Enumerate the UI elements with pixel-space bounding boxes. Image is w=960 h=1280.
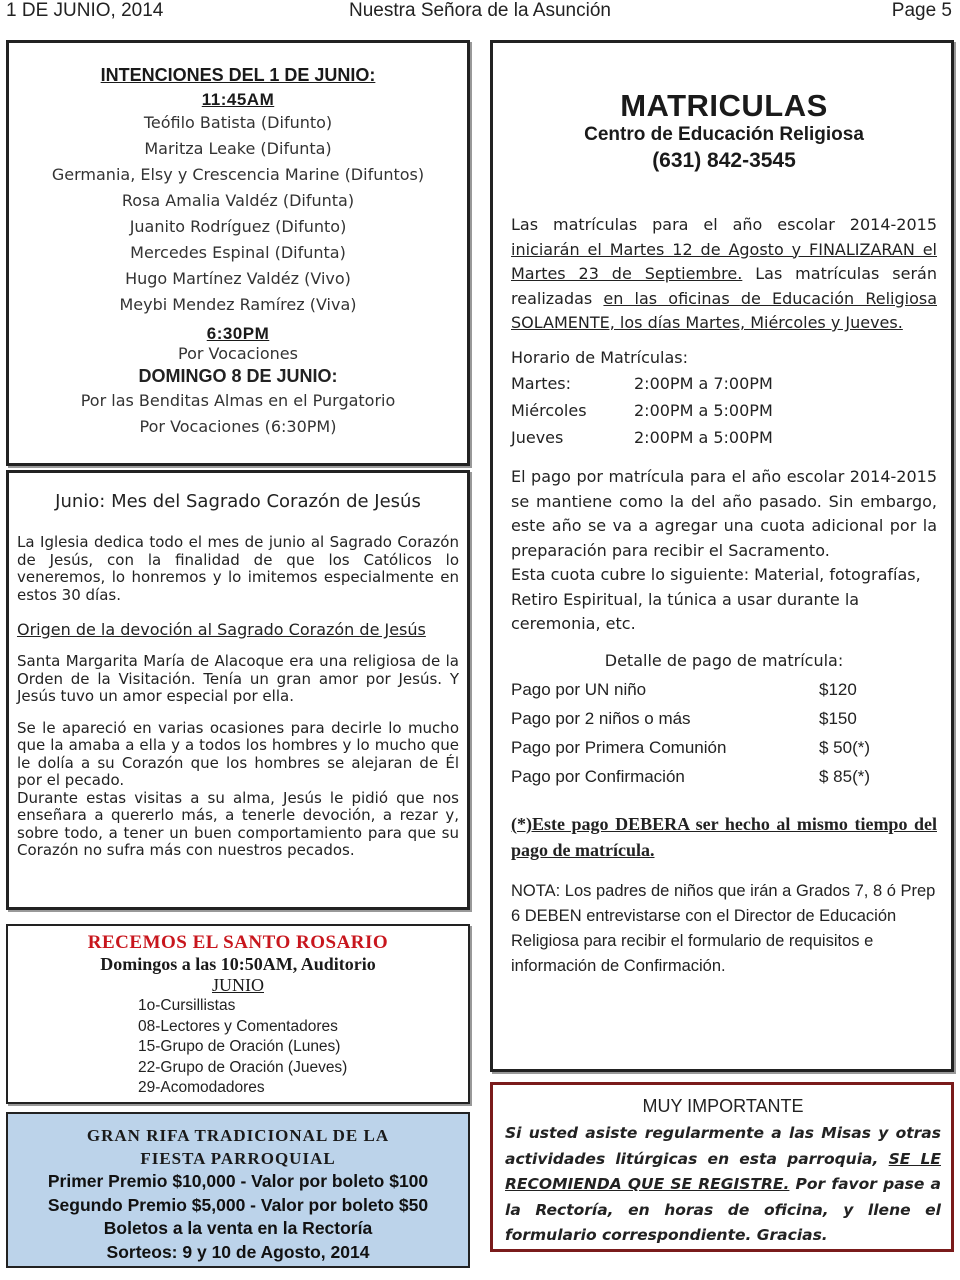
schedule-day: Jueves — [511, 428, 564, 447]
matriculas-dates-paragraph — [511, 213, 937, 336]
rifa-title-line-1: GRAN RIFA TRADICIONAL DE LA — [86, 1126, 390, 1145]
intention-name: Rosa Amalia Valdéz (Difunta) — [121, 191, 355, 210]
fee-label: Pago por 2 niños o más — [511, 708, 691, 728]
fee-amount: $ 85(*) — [819, 766, 871, 786]
importante-text: Por favor pase a la Rectoría, en horas de oficina, y llene el formulario correspondiente. Gracias. — [505, 1175, 941, 1244]
matriculas-box — [490, 40, 954, 1072]
fee-amount: $150 — [819, 708, 857, 728]
rifa-title-line-2: FIESTA PARROQUIAL — [140, 1149, 336, 1168]
intenciones-box — [6, 40, 470, 466]
fee-label: Pago por Confirmación — [511, 766, 685, 786]
fee-amount: $ 50(*) — [819, 737, 871, 757]
importante-register-text: SE LE RECOMIENDA QUE SE REGISTRE. — [505, 1149, 941, 1193]
fee-label: Pago por UN niño — [511, 679, 647, 699]
fee-row — [511, 733, 937, 762]
rosario-list — [138, 996, 468, 1099]
intenciones-title: INTENCIONES DEL 1 DE JUNIO: — [100, 65, 376, 85]
origen-paragraph: Santa Margarita María de Alacoque era una religiosa de la Orden de la Visitación. Tenía un gran amor por Jesús. Y Jesús tuvo un amor especial por ella. — [17, 652, 459, 705]
matriculas-title: MATRICULAS — [620, 88, 828, 123]
apariciones-paragraph: Se le apareció en varias ocasiones para decirle lo mucho que la amaba a ella y a todos los hombres y lo mucho que le dolía a su Corazón que los hombres se alejaran de Él por el pecado. — [17, 718, 459, 789]
fee-row — [511, 762, 937, 791]
horario-label: Horario de Matrículas: — [511, 347, 689, 367]
intention-name: Hugo Martínez Valdéz (Vivo) — [125, 269, 351, 288]
sagrado-corazon-box — [6, 470, 470, 910]
matriculas-text: Las matrículas serán realizadas — [511, 264, 938, 308]
mass-time-1145: 11:45AM — [201, 90, 275, 109]
fee-amount: $120 — [819, 679, 857, 699]
nota-paragraph: NOTA: Los padres de niños que irán a Grados 7, 8 ó Prep 6 DEBEN entrevistarse con el Director de Educación Religiosa para recibir el formulario de requisitos e información de Confirmación. — [511, 881, 936, 975]
schedule-row — [511, 370, 937, 397]
intention-name: Juanito Rodríguez (Difunto) — [129, 217, 347, 236]
junio-intro-paragraph: La Iglesia dedica todo el mes de junio al Sagrado Corazón de Jesús, con la finalidad de que los Católicos lo veneremos, lo honremos y lo imitemos especialmente en estos 30 días. — [17, 533, 459, 604]
page-header — [0, 0, 960, 26]
matriculas-location-text: en las oficinas de Educación Religiosa SOLAMENTE, los días Martes, Miércoles y Jueves. — [511, 288, 937, 332]
cuota-paragraph: Esta cuota cubre lo siguiente: Material, fotografías, Retiro Espiritual, la túnica a usar durante la ceremonia, etc. — [511, 565, 921, 633]
intention-list — [9, 110, 467, 318]
header-page-number: Page 5 — [891, 0, 952, 21]
rosario-title: RECEMOS EL SANTO ROSARIO — [87, 932, 389, 953]
domingo-intention: Por las Benditas Almas en el Purgatorio — [80, 391, 396, 410]
mass-time-630: 6:30PM — [206, 324, 270, 343]
rifa-draw-dates: Sorteos: 9 y 10 de Agosto, 2014 — [106, 1241, 370, 1262]
rosario-list-item: 22-Grupo de Oración (Jueves) — [138, 1058, 348, 1076]
intention-name: Mercedes Espinal (Difunta) — [130, 243, 346, 262]
rosario-month: JUNIO — [212, 975, 264, 995]
rifa-ticket-sales: Boletos a la venta en la Rectoría — [103, 1218, 373, 1238]
rifa-second-prize: Segundo Premio $5,000 - Valor por boleto $50 — [47, 1194, 429, 1215]
importante-body — [505, 1121, 941, 1249]
intention-name: Meybi Mendez Ramírez (Viva) — [119, 295, 357, 314]
matriculas-text: Las matrículas para el año escolar 2014-2015 — [511, 215, 937, 234]
matriculas-dates-text: iniciarán el Martes 12 de Agosto y FINALIZARAN el Martes 23 de Septiembre. — [511, 239, 937, 283]
rosario-box — [6, 924, 470, 1104]
rosario-list-item: 1o-Cursillistas — [138, 997, 236, 1014]
payment-note: (*)Este pago DEBERA ser hecho al mismo tiempo del pago de matrícula. — [511, 813, 937, 860]
schedule-day: Miércoles — [511, 401, 587, 420]
rifa-first-prize: Primer Premio $10,000 - Valor por boleto $100 — [47, 1171, 429, 1191]
schedule-day: Martes: — [511, 374, 572, 393]
matriculas-phone: (631) 842-3545 — [652, 149, 796, 172]
muy-importante-box — [490, 1082, 954, 1252]
intention-name: Germania, Elsy y Crescencia Marine (Difuntos) — [51, 165, 425, 184]
importante-title: MUY IMPORTANTE — [642, 1096, 804, 1116]
origen-heading: Origen de la devoción al Sagrado Corazón de Jesús — [17, 620, 426, 639]
importante-text: Si usted asiste regularmente a las Misas y otras actividades litúrgicas en esta parroquia, — [505, 1124, 941, 1168]
visitas-paragraph: Durante estas visitas a su alma, Jesús le pidió que nos enseñara a quererlo más, a tenerle devoción, a rezar y, sobre todo, a tener un buen comportamiento para que su Corazón no sufra más con nuestros pecados. — [17, 788, 459, 859]
intention-name: Maritza Leake (Difunta) — [144, 139, 332, 158]
rifa-box — [6, 1112, 470, 1268]
schedule-hours: 2:00PM a 5:00PM — [634, 401, 773, 420]
pago-paragraph: El pago por matrícula para el año escolar 2014-2015 se mantiene como la del año pasado. Sin embargo, este año se va a agregar una cuota adicional por la preparación para recibir el Sacramento. — [511, 467, 937, 560]
schedule-row — [511, 397, 937, 424]
domingo-intention: Por Vocaciones (6:30PM) — [139, 417, 337, 436]
rosario-list-item: 08-Lectores y Comentadores — [138, 1017, 338, 1035]
matriculas-center-name: Centro de Educación Religiosa — [584, 124, 864, 145]
schedule-hours: 2:00PM a 7:00PM — [634, 374, 773, 393]
header-date: 1 DE JUNIO, 2014 — [6, 0, 164, 21]
vocaciones-intention: Por Vocaciones — [178, 344, 298, 363]
detalle-label: Detalle de pago de matrícula: — [604, 650, 844, 670]
domingo-heading: DOMINGO 8 DE JUNIO: — [138, 366, 338, 386]
rosario-schedule: Domingos a las 10:50AM, Auditorio — [100, 954, 376, 974]
fee-row — [511, 704, 937, 733]
header-parish-name: Nuestra Señora de la Asunción — [349, 0, 611, 21]
intention-name: Teófilo Batista (Difunto) — [143, 113, 333, 132]
rosario-list-item: 29-Acomodadores — [138, 1079, 265, 1096]
schedule-hours: 2:00PM a 5:00PM — [634, 428, 773, 447]
schedule-row — [511, 424, 937, 451]
fee-label: Pago por Primera Comunión — [511, 737, 727, 757]
junio-title: Junio: Mes del Sagrado Corazón de Jesús — [55, 491, 421, 512]
rosario-list-item: 15-Grupo de Oración (Lunes) — [138, 1038, 341, 1055]
fee-row — [511, 675, 937, 704]
